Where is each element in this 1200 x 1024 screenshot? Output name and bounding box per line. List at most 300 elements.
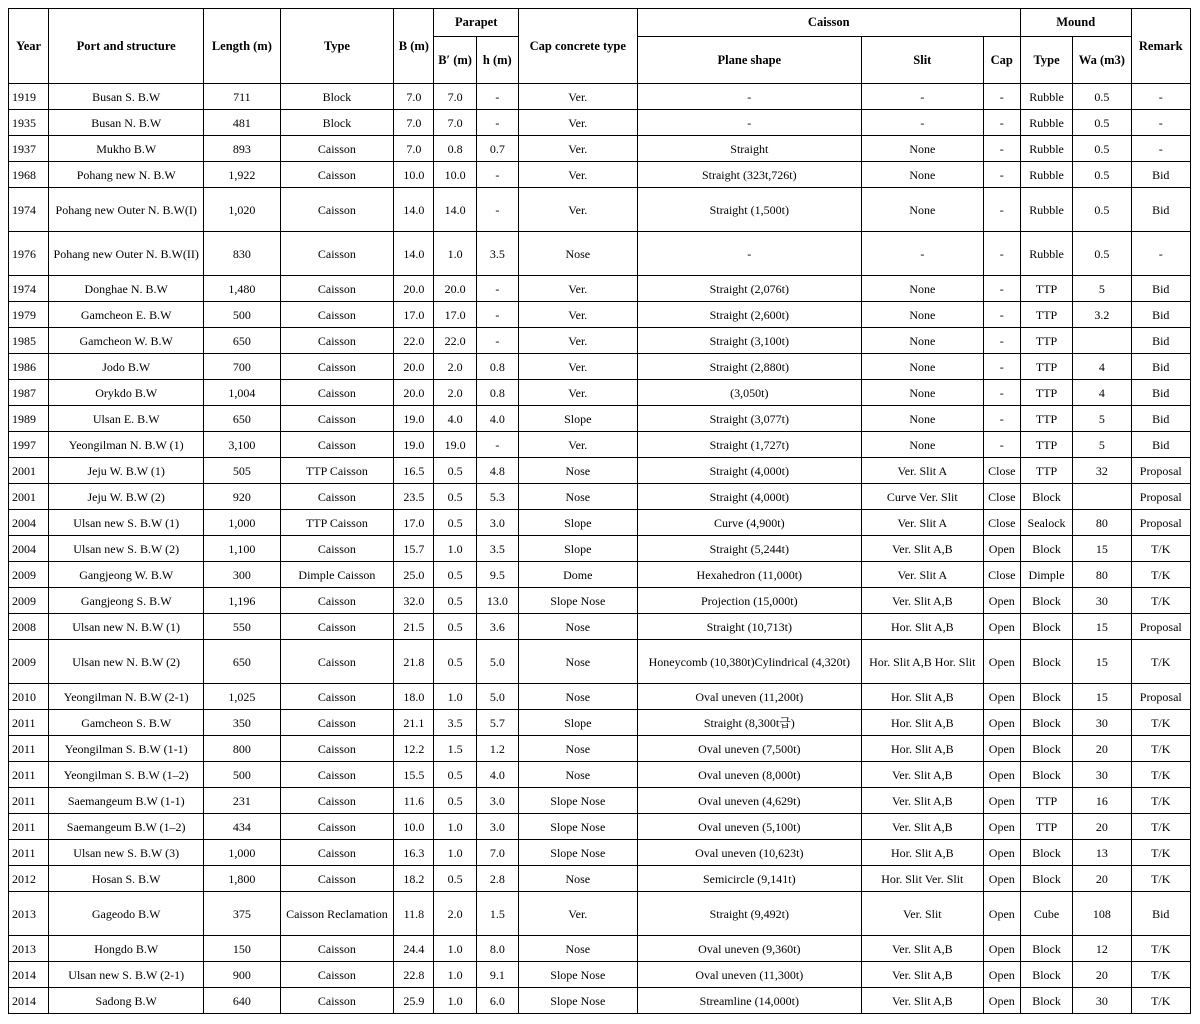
cap-concrete-cell: Slope Nose: [518, 962, 637, 988]
port-cell: Ulsan new N. B.W (1): [49, 614, 204, 640]
table-row: [9, 380, 1191, 406]
cap-cell: Open: [983, 840, 1020, 866]
cap-cell: Open: [983, 936, 1020, 962]
length-cell: 711: [204, 84, 280, 110]
length-cell: 1,100: [204, 536, 280, 562]
b-cell: 25.0: [394, 562, 434, 588]
plane-shape-cell: Oval uneven (4,629t): [637, 788, 861, 814]
cap-cell: -: [983, 110, 1020, 136]
slit-cell: Ver. Slit A,B: [861, 988, 983, 1014]
parapet-h-cell: -: [476, 432, 518, 458]
parapet-b-cell: 0.8: [434, 136, 476, 162]
cap-cell: Open: [983, 614, 1020, 640]
slit-cell: Ver. Slit A,B: [861, 814, 983, 840]
length-cell: 650: [204, 640, 280, 684]
length-cell: 375: [204, 892, 280, 936]
length-cell: 1,922: [204, 162, 280, 188]
parapet-b-cell: 17.0: [434, 302, 476, 328]
wa-cell: 15: [1073, 614, 1131, 640]
parapet-b-cell: 0.5: [434, 762, 476, 788]
wa-cell: 20: [1073, 962, 1131, 988]
parapet-h-cell: 0.8: [476, 380, 518, 406]
plane-shape-cell: Straight (3,100t): [637, 328, 861, 354]
parapet-b-cell: 7.0: [434, 110, 476, 136]
mound-type-cell: Block: [1020, 484, 1072, 510]
length-cell: 1,480: [204, 276, 280, 302]
parapet-b-cell: 1.0: [434, 962, 476, 988]
cap-cell: -: [983, 136, 1020, 162]
slit-cell: Hor. Slit A,B: [861, 840, 983, 866]
type-cell: Caisson: [280, 840, 394, 866]
b-cell: 15.7: [394, 536, 434, 562]
slit-cell: None: [861, 354, 983, 380]
b-cell: 20.0: [394, 276, 434, 302]
length-cell: 830: [204, 232, 280, 276]
plane-shape-cell: Oval uneven (9,360t): [637, 936, 861, 962]
plane-shape-cell: Straight (4,000t): [637, 484, 861, 510]
table-row: [9, 110, 1191, 136]
cap-cell: Open: [983, 684, 1020, 710]
type-cell: Caisson: [280, 814, 394, 840]
mound-type-cell: TTP: [1020, 276, 1072, 302]
year-cell: 2013: [9, 936, 49, 962]
parapet-b-cell: 1.0: [434, 232, 476, 276]
mound-type-cell: Block: [1020, 614, 1072, 640]
port-cell: Sadong B.W: [49, 988, 204, 1014]
parapet-b-cell: 0.5: [434, 484, 476, 510]
remark-cell: Bid: [1131, 380, 1190, 406]
cap-cell: -: [983, 188, 1020, 232]
plane-shape-cell: Straight (1,727t): [637, 432, 861, 458]
b-cell: 17.0: [394, 302, 434, 328]
parapet-h-cell: 2.8: [476, 866, 518, 892]
b-cell: 22.0: [394, 328, 434, 354]
cap-cell: -: [983, 328, 1020, 354]
cap-cell: Open: [983, 962, 1020, 988]
parapet-h-cell: -: [476, 84, 518, 110]
port-cell: Yeongilman N. B.W (1): [49, 432, 204, 458]
remark-cell: Bid: [1131, 276, 1190, 302]
length-cell: 150: [204, 936, 280, 962]
port-cell: Ulsan E. B.W: [49, 406, 204, 432]
cap-cell: -: [983, 162, 1020, 188]
year-cell: 2011: [9, 736, 49, 762]
cap-concrete-cell: Slope: [518, 510, 637, 536]
type-cell: TTP Caisson: [280, 510, 394, 536]
port-cell: Jodo B.W: [49, 354, 204, 380]
cap-concrete-cell: Ver.: [518, 328, 637, 354]
mound-type-cell: Rubble: [1020, 110, 1072, 136]
wa-cell: 16: [1073, 788, 1131, 814]
year-cell: 1935: [9, 110, 49, 136]
b-cell: 14.0: [394, 232, 434, 276]
port-cell: Busan S. B.W: [49, 84, 204, 110]
remark-cell: Bid: [1131, 406, 1190, 432]
remark-cell: Bid: [1131, 432, 1190, 458]
slit-cell: None: [861, 188, 983, 232]
year-cell: 2009: [9, 562, 49, 588]
port-cell: Jeju W. B.W (2): [49, 484, 204, 510]
port-cell: Hosan S. B.W: [49, 866, 204, 892]
b-cell: 32.0: [394, 588, 434, 614]
wa-cell: 15: [1073, 640, 1131, 684]
cap-concrete-cell: Slope Nose: [518, 988, 637, 1014]
mound-type-cell: TTP: [1020, 788, 1072, 814]
type-cell: Caisson: [280, 276, 394, 302]
length-cell: 1,000: [204, 840, 280, 866]
table-row: [9, 710, 1191, 736]
length-cell: 3,100: [204, 432, 280, 458]
type-cell: Caisson: [280, 484, 394, 510]
cap-cell: -: [983, 276, 1020, 302]
parapet-b-cell: 22.0: [434, 328, 476, 354]
port-cell: Orykdo B.W: [49, 380, 204, 406]
b-cell: 10.0: [394, 162, 434, 188]
table-row: [9, 276, 1191, 302]
b-cell: 19.0: [394, 406, 434, 432]
slit-cell: None: [861, 302, 983, 328]
port-cell: Pohang new Outer N. B.W(I): [49, 188, 204, 232]
slit-cell: Hor. Slit A,B: [861, 736, 983, 762]
table-row: [9, 458, 1191, 484]
cap-cell: -: [983, 302, 1020, 328]
mound-type-cell: Block: [1020, 588, 1072, 614]
slit-cell: -: [861, 232, 983, 276]
remark-cell: Proposal: [1131, 458, 1190, 484]
table-row: [9, 988, 1191, 1014]
cap-concrete-cell: Slope: [518, 536, 637, 562]
parapet-h-cell: -: [476, 110, 518, 136]
cap-cell: Open: [983, 788, 1020, 814]
cap-concrete-cell: Nose: [518, 614, 637, 640]
plane-shape-cell: Oval uneven (7,500t): [637, 736, 861, 762]
length-cell: 434: [204, 814, 280, 840]
remark-cell: -: [1131, 136, 1190, 162]
type-cell: Caisson: [280, 788, 394, 814]
cap-cell: Close: [983, 484, 1020, 510]
year-cell: 2014: [9, 962, 49, 988]
slit-cell: -: [861, 84, 983, 110]
cap-cell: Open: [983, 762, 1020, 788]
wa-cell: 30: [1073, 988, 1131, 1014]
parapet-h-cell: 13.0: [476, 588, 518, 614]
length-cell: 700: [204, 354, 280, 380]
table-row: [9, 814, 1191, 840]
slit-cell: None: [861, 432, 983, 458]
length-cell: 481: [204, 110, 280, 136]
cap-cell: Open: [983, 988, 1020, 1014]
parapet-b-cell: 7.0: [434, 84, 476, 110]
remark-cell: T/K: [1131, 814, 1190, 840]
cap-cell: Close: [983, 510, 1020, 536]
year-cell: 2004: [9, 510, 49, 536]
b-cell: 21.5: [394, 614, 434, 640]
parapet-h-cell: 4.0: [476, 762, 518, 788]
parapet-b-cell: 2.0: [434, 354, 476, 380]
table-row: [9, 684, 1191, 710]
mound-type-cell: Block: [1020, 962, 1072, 988]
year-cell: 1987: [9, 380, 49, 406]
slit-cell: Ver. Slit A,B: [861, 962, 983, 988]
parapet-h-cell: -: [476, 328, 518, 354]
remark-cell: T/K: [1131, 866, 1190, 892]
type-cell: Caisson: [280, 640, 394, 684]
parapet-b-cell: 1.0: [434, 840, 476, 866]
plane-shape-cell: Straight (2,880t): [637, 354, 861, 380]
parapet-b-cell: 0.5: [434, 562, 476, 588]
cap-concrete-cell: Nose: [518, 458, 637, 484]
slit-cell: Ver. Slit A,B: [861, 788, 983, 814]
parapet-b-cell: 0.5: [434, 458, 476, 484]
plane-shape-cell: Projection (15,000t): [637, 588, 861, 614]
plane-shape-cell: Straight (9,492t): [637, 892, 861, 936]
b-cell: 7.0: [394, 110, 434, 136]
year-cell: 2008: [9, 614, 49, 640]
type-cell: Caisson: [280, 354, 394, 380]
cap-cell: Open: [983, 814, 1020, 840]
plane-shape-cell: Straight (323t,726t): [637, 162, 861, 188]
type-cell: Dimple Caisson: [280, 562, 394, 588]
b-cell: 7.0: [394, 84, 434, 110]
year-cell: 2010: [9, 684, 49, 710]
header-length: Length (m): [204, 9, 280, 84]
table-row: [9, 406, 1191, 432]
slit-cell: None: [861, 276, 983, 302]
b-cell: 12.2: [394, 736, 434, 762]
year-cell: 2004: [9, 536, 49, 562]
parapet-b-cell: 0.5: [434, 588, 476, 614]
wa-cell: 0.5: [1073, 84, 1131, 110]
parapet-h-cell: 0.7: [476, 136, 518, 162]
parapet-h-cell: 5.0: [476, 640, 518, 684]
table-row: [9, 866, 1191, 892]
parapet-h-cell: 6.0: [476, 988, 518, 1014]
parapet-h-cell: 3.0: [476, 814, 518, 840]
parapet-b-cell: 1.0: [434, 814, 476, 840]
b-cell: 7.0: [394, 136, 434, 162]
parapet-b-cell: 0.5: [434, 640, 476, 684]
plane-shape-cell: Semicircle (9,141t): [637, 866, 861, 892]
cap-cell: Open: [983, 866, 1020, 892]
slit-cell: Hor. Slit Ver. Slit: [861, 866, 983, 892]
length-cell: 1,196: [204, 588, 280, 614]
remark-cell: T/K: [1131, 840, 1190, 866]
parapet-b-cell: 19.0: [434, 432, 476, 458]
remark-cell: T/K: [1131, 536, 1190, 562]
cap-concrete-cell: Nose: [518, 866, 637, 892]
header-slit: Slit: [861, 37, 983, 84]
type-cell: Caisson: [280, 588, 394, 614]
cap-cell: -: [983, 432, 1020, 458]
table-row: [9, 432, 1191, 458]
wa-cell: 20: [1073, 736, 1131, 762]
year-cell: 2011: [9, 840, 49, 866]
parapet-b-cell: 3.5: [434, 710, 476, 736]
type-cell: Caisson Reclamation: [280, 892, 394, 936]
plane-shape-cell: Straight (8,300t급): [637, 710, 861, 736]
length-cell: 893: [204, 136, 280, 162]
table-row: [9, 936, 1191, 962]
cap-concrete-cell: Ver.: [518, 380, 637, 406]
parapet-b-cell: 20.0: [434, 276, 476, 302]
table-row: [9, 840, 1191, 866]
mound-type-cell: TTP: [1020, 458, 1072, 484]
port-cell: Jeju W. B.W (1): [49, 458, 204, 484]
wa-cell: 0.5: [1073, 232, 1131, 276]
table-row: [9, 614, 1191, 640]
mound-type-cell: TTP: [1020, 432, 1072, 458]
plane-shape-cell: Oval uneven (11,300t): [637, 962, 861, 988]
b-cell: 24.4: [394, 936, 434, 962]
length-cell: 1,800: [204, 866, 280, 892]
cap-concrete-cell: Slope: [518, 406, 637, 432]
remark-cell: Bid: [1131, 188, 1190, 232]
parapet-b-cell: 0.5: [434, 614, 476, 640]
length-cell: 1,020: [204, 188, 280, 232]
cap-cell: Open: [983, 736, 1020, 762]
table-row: [9, 354, 1191, 380]
plane-shape-cell: Oval uneven (10,623t): [637, 840, 861, 866]
slit-cell: None: [861, 380, 983, 406]
parapet-h-cell: -: [476, 276, 518, 302]
remark-cell: Proposal: [1131, 684, 1190, 710]
mound-type-cell: Block: [1020, 762, 1072, 788]
type-cell: Caisson: [280, 962, 394, 988]
slit-cell: Curve Ver. Slit: [861, 484, 983, 510]
parapet-h-cell: 3.0: [476, 788, 518, 814]
type-cell: Caisson: [280, 406, 394, 432]
port-cell: Hongdo B.W: [49, 936, 204, 962]
cap-concrete-cell: Ver.: [518, 136, 637, 162]
length-cell: 550: [204, 614, 280, 640]
b-cell: 16.3: [394, 840, 434, 866]
port-cell: Pohang new N. B.W: [49, 162, 204, 188]
remark-cell: Proposal: [1131, 510, 1190, 536]
year-cell: 1968: [9, 162, 49, 188]
plane-shape-cell: Straight (3,077t): [637, 406, 861, 432]
breakwater-table: [8, 8, 1191, 1014]
wa-cell: 5: [1073, 432, 1131, 458]
header-plane-shape: Plane shape: [637, 37, 861, 84]
remark-cell: T/K: [1131, 788, 1190, 814]
b-cell: 25.9: [394, 988, 434, 1014]
cap-concrete-cell: Nose: [518, 736, 637, 762]
year-cell: 1997: [9, 432, 49, 458]
mound-type-cell: Block: [1020, 640, 1072, 684]
cap-cell: -: [983, 380, 1020, 406]
port-cell: Saemangeum B.W (1–2): [49, 814, 204, 840]
length-cell: 500: [204, 762, 280, 788]
remark-cell: Bid: [1131, 892, 1190, 936]
cap-concrete-cell: Slope Nose: [518, 814, 637, 840]
table-row: [9, 640, 1191, 684]
remark-cell: T/K: [1131, 988, 1190, 1014]
table-row: [9, 162, 1191, 188]
remark-cell: -: [1131, 84, 1190, 110]
port-cell: Yeongilman S. B.W (1–2): [49, 762, 204, 788]
remark-cell: Bid: [1131, 162, 1190, 188]
year-cell: 2009: [9, 588, 49, 614]
length-cell: 1,025: [204, 684, 280, 710]
cap-cell: -: [983, 84, 1020, 110]
port-cell: Gamcheon E. B.W: [49, 302, 204, 328]
cap-concrete-cell: Ver.: [518, 188, 637, 232]
parapet-h-cell: 3.5: [476, 536, 518, 562]
cap-concrete-cell: Nose: [518, 684, 637, 710]
remark-cell: -: [1131, 232, 1190, 276]
header-remark: Remark: [1131, 9, 1190, 84]
cap-cell: -: [983, 232, 1020, 276]
type-cell: Caisson: [280, 710, 394, 736]
parapet-h-cell: 9.1: [476, 962, 518, 988]
wa-cell: 0.5: [1073, 188, 1131, 232]
header-mound-type: Type: [1020, 37, 1072, 84]
cap-concrete-cell: Slope: [518, 710, 637, 736]
remark-cell: T/K: [1131, 762, 1190, 788]
table-row: [9, 536, 1191, 562]
year-cell: 1989: [9, 406, 49, 432]
type-cell: Caisson: [280, 432, 394, 458]
wa-cell: 5: [1073, 276, 1131, 302]
type-cell: Caisson: [280, 988, 394, 1014]
mound-type-cell: TTP: [1020, 814, 1072, 840]
parapet-h-cell: -: [476, 162, 518, 188]
table-row: [9, 588, 1191, 614]
b-cell: 15.5: [394, 762, 434, 788]
cap-concrete-cell: Slope Nose: [518, 588, 637, 614]
parapet-h-cell: 5.7: [476, 710, 518, 736]
cap-cell: Close: [983, 458, 1020, 484]
cap-concrete-cell: Ver.: [518, 276, 637, 302]
mound-type-cell: Block: [1020, 684, 1072, 710]
year-cell: 1937: [9, 136, 49, 162]
type-cell: Block: [280, 84, 394, 110]
year-cell: 2011: [9, 788, 49, 814]
plane-shape-cell: -: [637, 232, 861, 276]
type-cell: TTP Caisson: [280, 458, 394, 484]
plane-shape-cell: Oval uneven (8,000t): [637, 762, 861, 788]
plane-shape-cell: Straight (2,600t): [637, 302, 861, 328]
parapet-b-cell: 1.0: [434, 684, 476, 710]
plane-shape-cell: Curve (4,900t): [637, 510, 861, 536]
cap-concrete-cell: Nose: [518, 936, 637, 962]
parapet-b-cell: 10.0: [434, 162, 476, 188]
header-port: Port and structure: [49, 9, 204, 84]
b-cell: 20.0: [394, 380, 434, 406]
table-row: [9, 302, 1191, 328]
cap-concrete-cell: Slope Nose: [518, 840, 637, 866]
b-cell: 10.0: [394, 814, 434, 840]
plane-shape-cell: Straight (4,000t): [637, 458, 861, 484]
remark-cell: T/K: [1131, 588, 1190, 614]
wa-cell: 0.5: [1073, 110, 1131, 136]
cap-cell: Open: [983, 640, 1020, 684]
wa-cell: 30: [1073, 588, 1131, 614]
plane-shape-cell: Streamline (14,000t): [637, 988, 861, 1014]
port-cell: Gamcheon W. B.W: [49, 328, 204, 354]
plane-shape-cell: Straight: [637, 136, 861, 162]
remark-cell: T/K: [1131, 936, 1190, 962]
b-cell: 21.1: [394, 710, 434, 736]
parapet-b-cell: 0.5: [434, 510, 476, 536]
type-cell: Caisson: [280, 536, 394, 562]
table-row: [9, 736, 1191, 762]
year-cell: 1979: [9, 302, 49, 328]
year-cell: 1974: [9, 276, 49, 302]
slit-cell: Ver. Slit: [861, 892, 983, 936]
mound-type-cell: Rubble: [1020, 84, 1072, 110]
length-cell: 650: [204, 328, 280, 354]
